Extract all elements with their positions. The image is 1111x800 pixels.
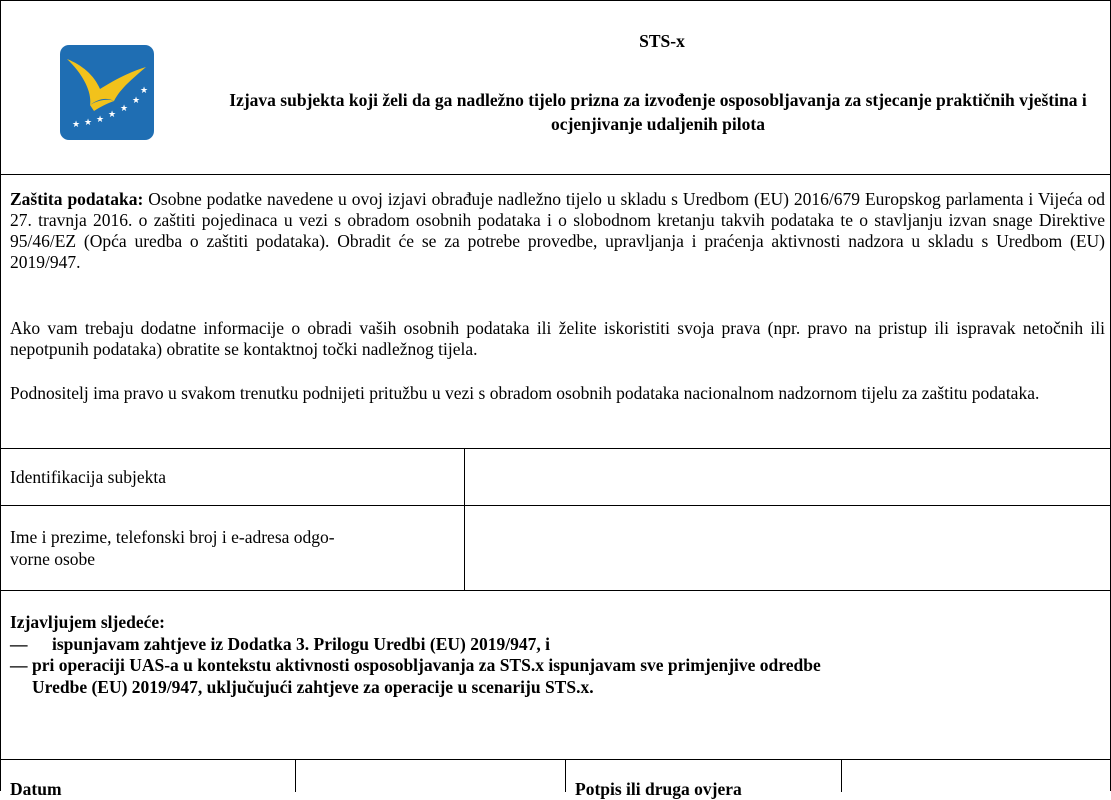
svg-text:★: ★ [72, 120, 81, 130]
column-divider [464, 448, 465, 590]
svg-text:★: ★ [84, 118, 93, 128]
data-protection-lead: Zaštita podataka: [10, 189, 144, 209]
entity-id-label: Identifikacija subjekta [10, 467, 166, 487]
svg-text:★: ★ [108, 110, 117, 120]
declaration-item [10, 655, 1105, 698]
data-protection-paragraph [10, 189, 1105, 273]
contact-label [10, 526, 335, 570]
column-divider [295, 759, 296, 792]
easa-bird-logo-icon [60, 45, 154, 140]
declaration-item-text: pri operaciji UAS-a u kontekstu aktivnosti osposobljavanja za STS.x ispunjavam sve primjenjive odredbe [32, 655, 821, 675]
svg-text:★: ★ [132, 96, 141, 106]
contact-field[interactable] [466, 506, 1109, 589]
dash-bullet: — [10, 655, 28, 675]
declaration-item-text: ispunjavam zahtjeve iz Dodatka 3. Prilogu Uredbi (EU) 2019/947, i [52, 633, 550, 654]
signature-label: Potpis ili druga ovjera [575, 779, 742, 799]
column-divider [841, 759, 842, 792]
data-protection-text: Osobne podatke navedene u ovoj izjavi obrađuje nadležno tijelo u skladu s Uredbom (EU) 2016/679 Europskog parlamenta i Vijeća od 27. travnja 2016. o zaštiti pojedinaca u vezi s obradom osobnih podataka i o slobodnom kretanju takvih podataka te o stavljanju izvan snage Direktive 95/46/EZ (Opća uredba o zaštiti podataka). Obradit će se za potrebe provedbe, upravljanja i praćenja aktivnosti nadzora u skladu s Uredbom (EU) 2019/947. [10, 189, 1105, 272]
document-code: STS-x [639, 31, 685, 51]
entity-id-field[interactable] [466, 449, 1109, 504]
date-label: Datum [10, 779, 62, 799]
complaint-paragraph: Podnositelj ima pravo u svakom trenutku podnijeti pritužbu u vezi s obradom osobnih podataka nacionalnom nadzornom tijelu za zaštitu podataka. [10, 383, 1040, 403]
contact-label-line: Ime i prezime, telefonski broj i e-adresa odgo- [10, 527, 335, 547]
document-title: Izjava subjekta koji želi da ga nadležno tijelo prizna za izvođenje osposobljavanja za stjecanje praktičnih vještina i ocjenjivanje udaljenih pilota [229, 90, 1087, 134]
column-divider [565, 759, 566, 792]
svg-text:★: ★ [96, 115, 105, 125]
divider [0, 174, 1111, 175]
declaration-intro: Izjavljujem sljedeće: [10, 612, 166, 632]
rights-paragraph: Ako vam trebaju dodatne informacije o obradi vaših osobnih podataka ili želite iskoristiti svoja prava (npr. pravo na pristup ili ispravak netočnih ili nepotpunih podataka) obratite se kontaktnoj točki nadležnog tijela. [10, 318, 1105, 359]
contact-label-line: vorne osobe [10, 549, 96, 569]
svg-text:★: ★ [120, 104, 129, 114]
declaration-item-text: Uredbe (EU) 2019/947, uključujući zahtjeve za operacije u scenariju STS.x. [32, 676, 594, 697]
dash-bullet: — [10, 633, 28, 654]
declaration-block [10, 612, 1105, 698]
declaration-item [10, 634, 1105, 656]
date-field[interactable] [297, 760, 564, 792]
signature-field[interactable] [843, 760, 1109, 792]
svg-text:★: ★ [140, 86, 149, 96]
divider [0, 590, 1111, 591]
